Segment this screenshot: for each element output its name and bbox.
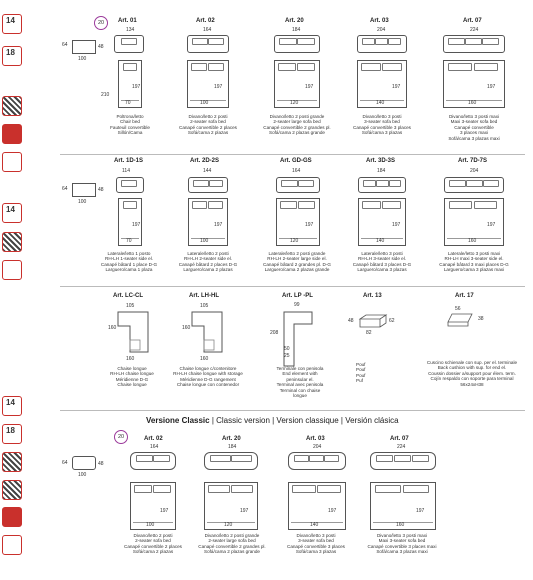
recline-icon: [2, 96, 22, 116]
art-3d-desc: Laterale/letto 3 posti RH-LH 3-seater side el. Canapé bâtard 3 places D-G Larguero/cama 3 plazas: [352, 251, 412, 273]
art-7d-bedw: 160: [468, 238, 477, 244]
art-01-bedlen: 197: [132, 84, 141, 90]
art-2d-bedw: 100: [200, 238, 209, 244]
art-01-desc: Poltrona/letto Chair bed Fauteuil convertible Sillón/Cama: [110, 114, 150, 136]
cushion-18-icon: 18: [2, 46, 22, 66]
art-3d-bedlen: 197: [392, 222, 401, 228]
dim-side-w-3: 64: [62, 460, 68, 466]
art-gd-title: Art. GD-GS: [280, 158, 312, 164]
classic-03-sofa: [288, 452, 346, 470]
art-01-width: 134: [126, 27, 135, 33]
cushion-14-icon: 14: [2, 396, 22, 416]
art-02-bedlen: 197: [214, 84, 223, 90]
art-03-bedw: 140: [376, 100, 385, 106]
art-lp-drawing: [282, 310, 316, 370]
art-lh-d2: 160: [182, 325, 191, 331]
art-3d-bedw: 140: [376, 238, 385, 244]
classic-07-bedw: 160: [396, 522, 405, 528]
art-lc-title: Art. LC-CL: [113, 293, 143, 299]
fabric-icon: [2, 452, 22, 472]
classic-07-desc: Divano/letto 3 posti maxi Maxi 3-seater sofa bed Canapé convertible 3 places maxi Sofá/cama 3 plazas maxi: [367, 533, 437, 555]
art-gd-bedw: 120: [290, 238, 299, 244]
classic-03-title: Art. 03: [306, 436, 325, 442]
dim-side-w-2: 64: [62, 186, 68, 192]
art-lp-d1: 99: [294, 302, 300, 308]
art-13-title: Art. 13: [363, 293, 382, 299]
art-01-sofa: [114, 35, 144, 53]
classic-02-width: 164: [150, 444, 159, 450]
art-1d-width: 114: [122, 168, 130, 174]
art-07-width: 224: [470, 27, 479, 33]
dim-side-d-2: 48: [98, 187, 104, 193]
art-lh-title: Art. LH-HL: [189, 293, 219, 299]
art-1d-bedw: 70: [126, 238, 132, 244]
art-7d-desc: Laterale/letto 3 posti maxi RH-LH maxi 3-seater side el. Canapé bâtard 3 maxi places D-G Larguero/cama 3 plazas maxi: [439, 251, 509, 273]
art-03-sofa: [357, 35, 407, 53]
art-lc-desc: Chaise longue RH-LH chaise longue Méridienne D-G Chaise longue: [110, 366, 154, 388]
fabric-icon: [2, 232, 22, 252]
art-lh-d3: 160: [200, 356, 209, 362]
art-03-title: Art. 03: [370, 18, 389, 24]
art-02-width: 164: [203, 27, 212, 33]
art-17-d2: 38: [478, 316, 484, 322]
classic-20-bedlen: 197: [240, 508, 249, 514]
art-3d-sofa: [358, 177, 406, 193]
art-17-drawing: [446, 312, 476, 328]
badge-20-classic: 20: [114, 430, 128, 444]
recline-icon: [2, 480, 22, 500]
leg-icon: [2, 152, 22, 172]
dim-side-l-3: 100: [78, 472, 87, 478]
art-13-d2: 62: [389, 318, 395, 324]
art-20-sofa: [274, 35, 320, 53]
classic-07-title: Art. 07: [390, 436, 409, 442]
art-01-height: 210: [101, 92, 110, 98]
art-02-desc: Divano/letto 2 posti 2-seater sofa bed Canapé convertible 2 places Sofá/cama 2 plazas: [179, 114, 237, 136]
art-20-width: 184: [292, 27, 301, 33]
classic-02-bedlen: 197: [160, 508, 169, 514]
art-gd-bedlen: 197: [305, 222, 314, 228]
art-2d-title: Art. 2D-2S: [190, 158, 220, 164]
art-13-drawing: [358, 313, 388, 329]
art-07-bedw: 160: [468, 100, 477, 106]
art-1d-title: Art. 1D-1S: [114, 158, 144, 164]
classic-02-sofa: [130, 452, 176, 470]
art-03-width: 204: [377, 27, 386, 33]
cushion-14-icon: 14: [2, 14, 22, 34]
art-lp-title: Art. LP -PL: [282, 293, 313, 299]
art-lh-d1: 105: [200, 303, 209, 309]
art-01-title: Art. 01: [118, 18, 137, 24]
classic-03-bedlen: 197: [328, 508, 337, 514]
classic-03-width: 204: [313, 444, 322, 450]
art-20-bedw: 120: [290, 100, 299, 106]
art-02-title: Art. 02: [196, 18, 215, 24]
art-2d-sofa: [188, 177, 228, 193]
dim-side-d-3: 48: [98, 461, 104, 467]
classic-07-sofa: [370, 452, 436, 470]
art-13-d1: 48: [348, 318, 354, 324]
sofa-icon: [2, 124, 22, 144]
classic-07-width: 224: [397, 444, 406, 450]
art-02-sofa: [187, 35, 229, 53]
art-13-d3: 82: [366, 330, 372, 336]
art-03-desc: Divano/letto 3 posti 3-seater sofa bed Canapé convertible 3 places Sofá/cama 3 plazas: [353, 114, 411, 136]
art-7d-bedlen: 197: [487, 222, 496, 228]
classic-20-bedw: 120: [224, 522, 233, 528]
classic-02-bedw: 100: [146, 522, 155, 528]
classic-20-title: Art. 20: [222, 436, 241, 442]
art-17-d1: 56: [455, 306, 461, 312]
art-3d-width: 184: [377, 168, 386, 174]
art-17-title: Art. 17: [455, 293, 474, 299]
art-lh-desc: Chaise longue c/contenitore RH-LH chaise longue with storage Méridienne D-G rangement Chaise longue con contenedor: [173, 366, 243, 388]
classic-03-bedw: 140: [310, 522, 319, 528]
art-3d-title: Art. 3D-3S: [366, 158, 396, 164]
art-07-title: Art. 07: [463, 18, 482, 24]
cushion-14-icon: 14: [2, 203, 22, 223]
art-03-bedlen: 197: [392, 84, 401, 90]
art-20-bedlen: 197: [305, 84, 314, 90]
art-17-desc: Cuscino schienale con sup. per el. terminale Back cushion with sup. for end el. Coussin dossier a/support pour élem. term. Cojín respaldo con soporte para terminal 56x24xH38: [426, 360, 518, 387]
classic-07-bedlen: 197: [416, 508, 425, 514]
badge-20: 20: [94, 16, 108, 30]
art-1d-bedlen: 197: [132, 222, 141, 228]
art-1d-sofa: [116, 177, 144, 193]
divider: [60, 286, 525, 287]
art-lc-d2: 160: [108, 325, 117, 331]
leg-icon: [2, 535, 22, 555]
dim-side-w: 64: [62, 42, 68, 48]
dim-side-l-2: 100: [78, 199, 87, 205]
art-1d-desc: Laterale/letto 1 posto RH-LH 1-seater side el. Canapé bâtard 1 place D-G Larguero/cama 1 plaza: [100, 251, 158, 273]
cushion-18-icon: 18: [2, 424, 22, 444]
art-07-desc: Divano/letto 3 posti maxi Maxi 3-seater sofa bed Canapé convertible 3 places maxi Sofá/cama 3 plazas maxi: [448, 114, 500, 141]
leg-icon: [2, 260, 22, 280]
art-lp-desc: Terminale con penisola End element with peninsular el. Terminal avec penisola Terminal con chaise longue: [276, 366, 324, 399]
art-02-bedw: 100: [200, 100, 209, 106]
art-07-bedlen: 197: [487, 84, 496, 90]
art-2d-desc: Laterale/letto 2 posti RH-LH 2-seater side el. Canapé bâtard 2 places D-G Larguero/cama 2 plazas: [178, 251, 238, 273]
art-2d-width: 144: [203, 168, 212, 174]
art-7d-sofa: [444, 177, 504, 193]
art-7d-width: 204: [470, 168, 479, 174]
side-module-drawing-2: [72, 183, 96, 197]
sofa-icon: [2, 507, 22, 527]
art-lp-d3: 50: [284, 346, 290, 352]
classic-03-desc: Divano/letto 3 posti 3-seater sofa bed Canapé convertible 3 places Sofá/cama 3 plazas: [287, 533, 345, 555]
art-07-sofa: [443, 35, 505, 53]
classic-02-desc: Divano/letto 2 posti 2-seater sofa bed Canapé convertible 2 places Sofá/cama 2 plazas: [124, 533, 182, 555]
art-13-desc: Pouf Pouf Pouf Puf: [356, 362, 366, 384]
art-lc-d1: 105: [126, 303, 135, 309]
art-gd-sofa: [276, 177, 320, 193]
side-module-drawing-3: [72, 456, 96, 470]
art-20-title: Art. 20: [285, 18, 304, 24]
art-lh-drawing: [190, 310, 224, 354]
art-20-desc: Divano/letto 2 posti grande 2-seater large sofa bed Canapé convertible 2 grandes pl. Sofá/cama 2 plazas grande: [263, 114, 331, 136]
divider: [60, 154, 525, 155]
art-gd-width: 164: [292, 168, 301, 174]
classic-20-width: 184: [228, 444, 237, 450]
art-01-bedw: 70: [125, 100, 131, 106]
divider: [60, 410, 525, 411]
art-lc-drawing: [116, 310, 150, 354]
art-7d-title: Art. 7D-7S: [458, 158, 488, 164]
dim-side-d: 48: [98, 44, 104, 50]
art-lp-d4: 25: [284, 353, 290, 359]
classic-02-title: Art. 02: [144, 436, 163, 442]
art-lc-d3: 160: [126, 356, 135, 362]
dim-side-l: 100: [78, 56, 87, 62]
classic-title: Versione Classic | Classic version | Version classique | Versión clásica: [146, 416, 399, 425]
art-lp-d2: 208: [270, 330, 279, 336]
classic-20-desc: Divano/letto 2 posti grande 2-seater large sofa bed Canapé convertible 2 grandes pl. Sofá/cama 2 plazas grande: [198, 533, 266, 555]
side-module-drawing: [72, 40, 96, 54]
art-gd-desc: Laterale/letto 2 posti grande RH-LH 2-seater large side el. Canapé bâtard 2 grandes pl. D-G Larguero/cama 2 plazas grande: [263, 251, 331, 273]
classic-20-sofa: [204, 452, 258, 470]
art-2d-bedlen: 197: [214, 222, 223, 228]
